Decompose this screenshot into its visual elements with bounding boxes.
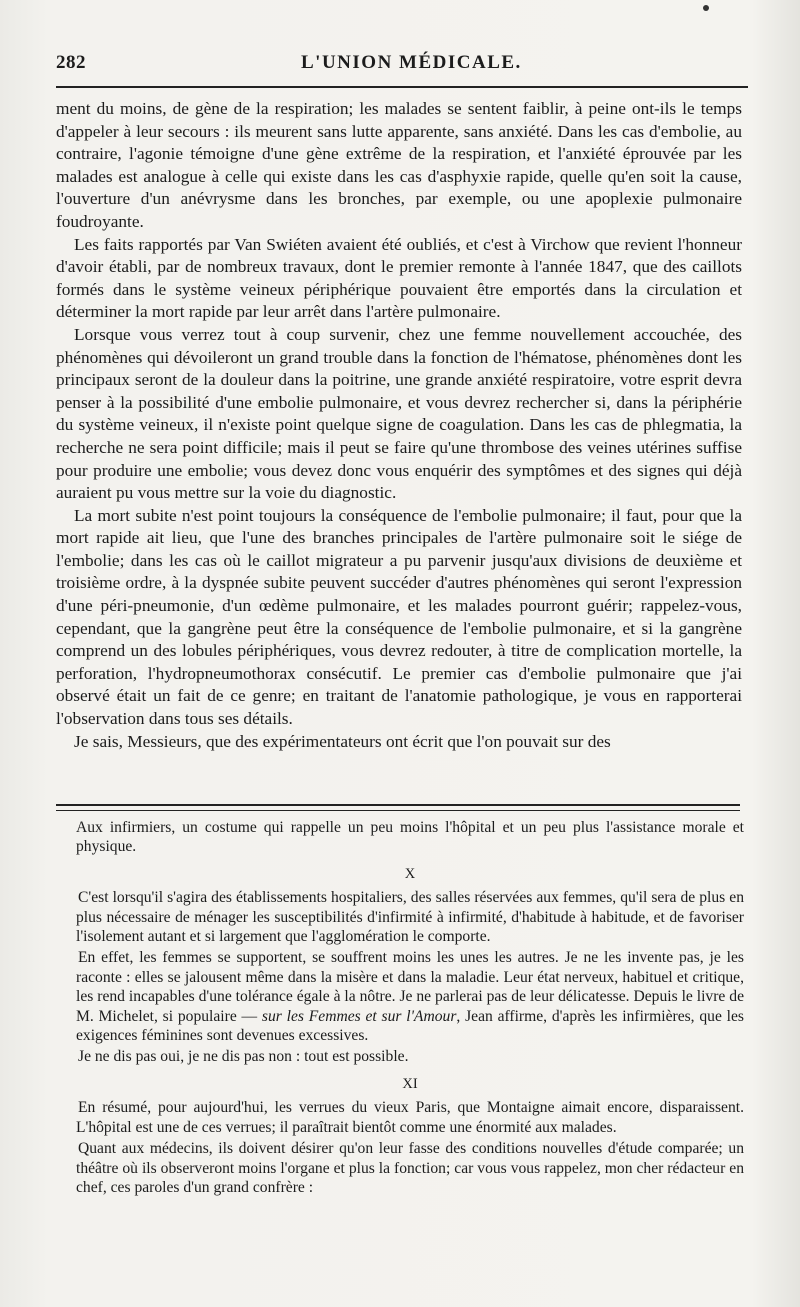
feuilleton-paragraph: En résumé, pour aujourd'hui, les verrues du vieux Paris, que Montaigne aimait encore, disparaissent. L'hôpital est une de ces verrues; il paraîtrait bientôt comme une énormité aux malades. xyxy=(76,1099,744,1136)
feuilleton-paragraph: Aux infirmiers, un costume qui rappelle un peu moins l'hôpital et un peu plus l'assistance morale et physique. xyxy=(76,819,744,856)
feuilleton-paragraph: C'est lorsqu'il s'agira des établissements hospitaliers, des salles réservées aux femmes, qu'il sera de plus en plus nécessaire de ménager les susceptibilités d'infirmité à infirmité, d'habitude à habitude, et de favoriser l'isolement autant et si largement que l'agglomération le comporte. xyxy=(76,889,744,946)
page-header xyxy=(56,50,746,80)
feuilleton-paragraph: Quant aux médecins, ils doivent désirer qu'on leur fasse des conditions nouvelles d'étude comparée; un théâtre où ils observeront moins l'organe et plus la fonction; car vous vous rappelez, mon cher rédacteur en chef, ces paroles d'un grand confrère : xyxy=(76,1140,744,1196)
header-rule xyxy=(56,86,748,88)
feuilleton-section xyxy=(76,818,744,1199)
article-paragraph: Lorsque vous verrez tout à coup survenir, chez une femme nouvellement accouchée, des phénomènes qui dévoileront un grand trouble dans la fonction de l'hématose, phénomènes dont les principaux seront de la douleur dans la poitrine, une grande anxiété respiratoire, votre esprit devra penser à la possibilité d'une embolie pulmonaire, et vous devrez rechercher si, dans la périphérie du système veineux, il n'existe point quelque signe de coagulation. Dans les cas de phlegmatia, la recherche ne sera point difficile; mais il peut se faire qu'une thrombose des veines utérines suffise pour produire une embolie; vous devez donc vous enquérir des symptômes et des signes qui déjà auraient pu vous mettre sur la voie du diagnostic. xyxy=(56,324,742,503)
ink-speck xyxy=(703,5,709,11)
article-paragraph: Je sais, Messieurs, que des expérimentateurs ont écrit que l'on pouvait sur des xyxy=(74,731,611,751)
feuilleton-paragraph xyxy=(76,948,744,1045)
feuilleton-separator xyxy=(56,804,740,811)
section-number: X xyxy=(404,865,416,882)
paragraph-text: , Jean affirme, d'après les infirmières, que les exigences féminines sont devenues excessives. xyxy=(76,1007,744,1045)
article-paragraph: ment du moins, de gène de la respiration; les malades se sentent faiblir, à peine ont-ils le temps d'appeler à leur secours : ils meurent sans lutte apparente, sans anxiété. Dans les cas d'embolie, au contraire, l'agonie témoigne d'une gène extrême de la respiration, et l'anxiété éprouvée par les malades est analogue à celle qui existe dans les cas d'asphyxie rapide, quelle qu'en soit la cause, l'ouverture d'un anévrysme dans les bronches, par exemple, ou une apoplexie pulmonaire foudroyante. xyxy=(56,99,742,231)
running-title: L'UNION MÉDICALE. xyxy=(301,52,522,73)
paragraph-text: En effet, les femmes se supportent, se souffrent moins les unes les autres. Je ne les invente pas, je les raconte : elles se jalousent même dans la misère et dans la maladie. Leur état nerveux, habituel et critique, les rend incapables d'une tolérance égale à la nôtre. Je ne parlerai pas de leur délicatesse. Depuis le livre de M. Michelet, si populaire — xyxy=(76,949,744,1025)
feuilleton-paragraph: Je ne dis pas oui, je ne dis pas non : tout est possible. xyxy=(78,1048,409,1066)
article-paragraph: La mort subite n'est point toujours la conséquence de l'embolie pulmonaire; il faut, pour que la mort rapide ait lieu, que l'une des branches principales de l'artère pulmonaire soit le siége de l'embolie; dans les cas où le caillot migrateur a pu parvenir jusqu'aux divisions de deuxième et troisième ordre, à la dyspnée subite peuvent succéder d'autres phénomènes qui seront l'expression d'une péri-pneumonie, d'un œdème pulmonaire, et les malades pourront guérir; rappelez-vous, cependant, que la gangrène peut être la conséquence de l'embolie pulmonaire, et si la gangrène comprend un des lobules périphériques, vous devrez redouter, à titre de complication mortelle, la perforation, l'hydropneumothorax consécutif. Le premier cas d'embolie pulmonaire que j'ai observé était un fait de ce genre; en traitant de l'anatomie pathologique, je vous en rapporterai l'observation dans tous ses détails. xyxy=(56,505,742,729)
book-title: sur les Femmes et sur l'Amour xyxy=(261,1007,457,1025)
article-paragraph: Les faits rapportés par Van Swiéten avaient été oubliés, et c'est à Virchow que revient l'honneur d'avoir établi, par de nombreux travaux, dont le premier remonte à l'année 1847, que des caillots formés dans le système veineux périphérique pouvaient être emportés dans la circulation et déterminer la mort rapide par leur arrêt dans l'artère pulmonaire. xyxy=(56,234,742,322)
main-article xyxy=(56,98,742,753)
section-number: XI xyxy=(402,1075,418,1092)
page-number: 282 xyxy=(56,52,86,73)
